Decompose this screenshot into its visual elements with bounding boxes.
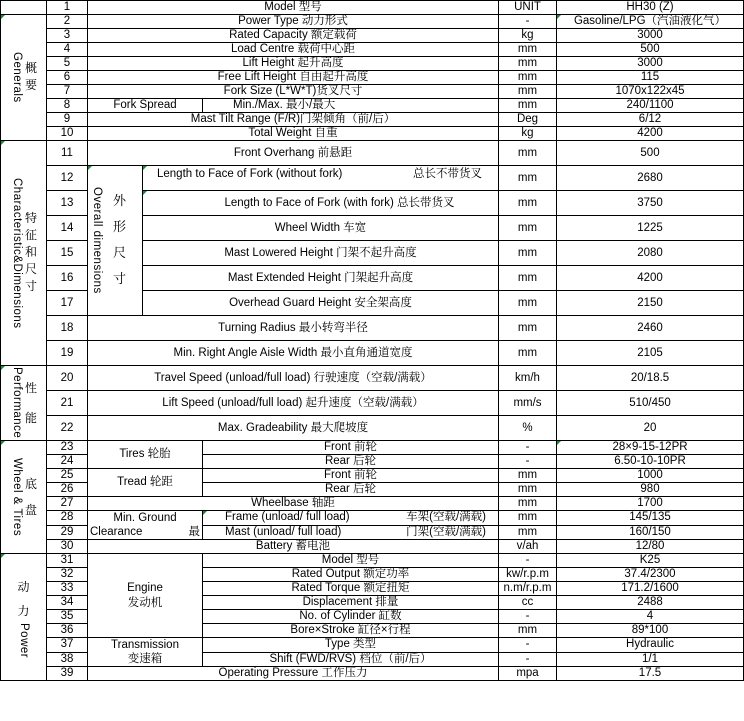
table-row (1, 43, 744, 57)
row-number: 37 (47, 638, 88, 653)
value-cell: 1000 (557, 469, 744, 483)
value-cell: 171.2/1600 (557, 582, 744, 596)
item-label: Lift Speed (unload/full load) 起升速度（空载/满载） (88, 391, 499, 416)
row-number: 4 (47, 43, 88, 57)
unit-cell: mm (499, 99, 557, 113)
value-cell: 20/18.5 (557, 366, 744, 391)
item-label: Rated Torque 额定扭矩 (203, 582, 499, 596)
row-number: 30 (47, 540, 88, 554)
row-number: 33 (47, 582, 88, 596)
group-label: Fork Spread (88, 99, 203, 113)
value-cell: 500 (557, 141, 744, 166)
section-characteristics (1, 141, 47, 366)
value-cell: 17.5 (557, 667, 744, 681)
unit-cell: mm (499, 71, 557, 85)
value-cell: Gasoline/LPG（汽油液化气） (557, 15, 744, 29)
item-label: Battery 蓄电池 (88, 540, 499, 554)
item-label: Min./Max. 最小/最大 (203, 99, 499, 113)
table-row (1, 85, 744, 99)
unit-cell: mm/s (499, 391, 557, 416)
value-cell: 4 (557, 610, 744, 624)
item-label: Travel Speed (unload/full load) 行驶速度（空载/满载） (88, 366, 499, 391)
row-number: 25 (47, 469, 88, 483)
group-label-ground-clearance: Min. Ground Clearance 最 (88, 511, 203, 540)
section-performance-en: Performance (10, 367, 23, 439)
item-label: Length to Face of Fork (with fork) 总长带货叉 (143, 191, 499, 216)
table-row (1, 416, 744, 441)
item-label: Displacement 排量 (203, 596, 499, 610)
row-number: 38 (47, 652, 88, 667)
item-label: Shift (FWD/RVS) 档位（前/后） (203, 652, 499, 667)
value-cell: 12/80 (557, 540, 744, 554)
section-power-cn: 动 力 (17, 580, 30, 619)
table-row (1, 316, 744, 341)
group-label-engine: Engine 发动机 (88, 554, 203, 638)
item-label: Length to Face of Fork (without fork) 总长不带货叉 (143, 166, 499, 191)
value-cell: 2150 (557, 291, 744, 316)
table-row (1, 57, 744, 71)
row-number: 34 (47, 596, 88, 610)
header-item: Model 型号 (88, 1, 499, 15)
row-number: 20 (47, 366, 88, 391)
unit-cell: - (499, 638, 557, 653)
unit-cell: mm (499, 85, 557, 99)
value-cell: 980 (557, 483, 744, 497)
unit-cell: - (499, 15, 557, 29)
value-cell: 89*100 (557, 624, 744, 638)
value-cell: 3000 (557, 57, 744, 71)
unit-cell: mm (499, 191, 557, 216)
unit-cell: mm (499, 511, 557, 526)
header-row (1, 1, 744, 15)
value-cell: 2080 (557, 241, 744, 266)
unit-cell: mm (499, 141, 557, 166)
item-label: Rated Output 额定功率 (203, 568, 499, 582)
value-cell: 2105 (557, 341, 744, 366)
section-characteristics-cn: 特 征 和 尺 寸 (24, 211, 37, 294)
row-number: 16 (47, 266, 88, 291)
item-label: Rated Capacity 额定载荷 (88, 29, 499, 43)
group-label: Tires 轮胎 (88, 441, 203, 469)
row-number: 14 (47, 216, 88, 241)
row-number: 17 (47, 291, 88, 316)
table-row (1, 99, 744, 113)
item-label: Frame (unload/ full load) 车架(空载/满载) (203, 511, 499, 526)
value-cell: 28×9-15-12PR (557, 441, 744, 455)
section-generals (1, 15, 47, 141)
row-number: 6 (47, 71, 88, 85)
item-label: Fork Size (L*W*T)货叉尺寸 (88, 85, 499, 99)
item-label: Total Weight 自重 (88, 127, 499, 141)
unit-cell: - (499, 455, 557, 469)
unit-cell: mm (499, 469, 557, 483)
section-characteristics-en: Characteristic&Dimensions (10, 177, 23, 329)
value-cell: Hydraulic (557, 638, 744, 653)
unit-cell: - (499, 554, 557, 568)
table-row (1, 554, 744, 568)
item-label: Power Type 动力形式 (88, 15, 499, 29)
unit-cell: mm (499, 624, 557, 638)
row-number: 13 (47, 191, 88, 216)
item-label: Front Overhang 前悬距 (88, 141, 499, 166)
item-label: Wheelbase 轴距 (88, 497, 499, 511)
table-row (1, 667, 744, 681)
item-label: Front 前轮 (203, 469, 499, 483)
unit-cell: mm (499, 483, 557, 497)
item-label: Min. Right Angle Aisle Width 最小直角通道宽度 (88, 341, 499, 366)
table-row (1, 127, 744, 141)
value-cell: 6/12 (557, 113, 744, 127)
item-label: Front 前轮 (203, 441, 499, 455)
overall-dimensions-en: Overall dimensions (91, 187, 103, 294)
table-row (1, 497, 744, 511)
item-label: Turning Radius 最小转弯半径 (88, 316, 499, 341)
item-label: Bore×Stroke 缸径×行程 (203, 624, 499, 638)
corner-cell (1, 1, 47, 15)
unit-cell: - (499, 441, 557, 455)
unit-cell: mm (499, 497, 557, 511)
row-number: 24 (47, 455, 88, 469)
table-row (1, 638, 744, 653)
unit-cell: mm (499, 266, 557, 291)
table-row (1, 441, 744, 455)
value-cell: 510/450 (557, 391, 744, 416)
row-number: 9 (47, 113, 88, 127)
section-performance-cn: 性 能 (24, 381, 37, 425)
section-generals-cn: 概 要 (24, 61, 37, 93)
value-cell: 1/1 (557, 652, 744, 667)
item-label: Overhead Guard Height 安全架高度 (143, 291, 499, 316)
value-cell: 2488 (557, 596, 744, 610)
row-number: 8 (47, 99, 88, 113)
overall-dimensions-group (88, 166, 143, 316)
row-number: 7 (47, 85, 88, 99)
table-row (1, 391, 744, 416)
section-wheel-tires-en: Wheel & Tires (10, 457, 23, 537)
group-label: Tread 轮距 (88, 469, 203, 497)
row-number: 36 (47, 624, 88, 638)
value-cell: 240/1100 (557, 99, 744, 113)
section-power-en: Power (18, 623, 30, 659)
section-performance (1, 366, 47, 441)
value-cell: 20 (557, 416, 744, 441)
unit-cell: - (499, 610, 557, 624)
value-cell: 2680 (557, 166, 744, 191)
item-label: Mast (unload/ full load) 门架(空载/满载) (203, 525, 499, 540)
row-number: 22 (47, 416, 88, 441)
item-label: Free Lift Height 自由起升高度 (88, 71, 499, 85)
row-number: 19 (47, 341, 88, 366)
unit-cell: mm (499, 341, 557, 366)
value-cell: 500 (557, 43, 744, 57)
row-number: 1 (47, 1, 88, 15)
row-number: 5 (47, 57, 88, 71)
unit-cell: mpa (499, 667, 557, 681)
row-number: 3 (47, 29, 88, 43)
table-row (1, 540, 744, 554)
unit-cell: % (499, 416, 557, 441)
value-cell: 4200 (557, 127, 744, 141)
row-number: 26 (47, 483, 88, 497)
row-number: 2 (47, 15, 88, 29)
row-number: 31 (47, 554, 88, 568)
row-number: 11 (47, 141, 88, 166)
group-label-transmission: Transmission 变速箱 (88, 638, 203, 667)
row-number: 23 (47, 441, 88, 455)
value-cell: 1070x122x45 (557, 85, 744, 99)
table-row (1, 511, 744, 526)
item-label: Operating Pressure 工作压力 (88, 667, 499, 681)
value-cell: 145/135 (557, 511, 744, 526)
unit-cell: mm (499, 43, 557, 57)
row-number: 39 (47, 667, 88, 681)
item-label: Rear 后轮 (203, 483, 499, 497)
item-label: Model 型号 (203, 554, 499, 568)
value-cell: 1700 (557, 497, 744, 511)
section-power (1, 554, 47, 681)
row-number: 29 (47, 525, 88, 540)
row-number: 28 (47, 511, 88, 526)
value-cell: 115 (557, 71, 744, 85)
value-cell: 3000 (557, 29, 744, 43)
item-label: Type 类型 (203, 638, 499, 653)
row-number: 35 (47, 610, 88, 624)
value-cell: 4200 (557, 266, 744, 291)
unit-cell: v/ah (499, 540, 557, 554)
table-row (1, 141, 744, 166)
unit-cell: mm (499, 216, 557, 241)
unit-cell: mm (499, 525, 557, 540)
table-row (1, 71, 744, 85)
row-number: 15 (47, 241, 88, 266)
header-unit: UNIT (499, 1, 557, 15)
unit-cell: mm (499, 57, 557, 71)
unit-cell: cc (499, 596, 557, 610)
row-number: 32 (47, 568, 88, 582)
section-generals-en: Generals (10, 52, 23, 103)
value-cell: 2460 (557, 316, 744, 341)
unit-cell: n.m/r.p.m (499, 582, 557, 596)
unit-cell: mm (499, 241, 557, 266)
value-cell: 37.4/2300 (557, 568, 744, 582)
unit-cell: mm (499, 166, 557, 191)
section-wheel-tires (1, 441, 47, 554)
table-row (1, 366, 744, 391)
unit-cell: Deg (499, 113, 557, 127)
table-row (1, 341, 744, 366)
header-value: HH30 (Z) (557, 1, 744, 15)
row-number: 21 (47, 391, 88, 416)
value-cell: 6.50-10-10PR (557, 455, 744, 469)
unit-cell: kg (499, 127, 557, 141)
table-row (1, 15, 744, 29)
item-label: Rear 后轮 (203, 455, 499, 469)
overall-dimensions-cn: 外 形 尺 寸 (113, 193, 127, 287)
table-row (1, 29, 744, 43)
unit-cell: mm (499, 316, 557, 341)
value-cell: 1225 (557, 216, 744, 241)
unit-cell: km/h (499, 366, 557, 391)
table-row (1, 469, 744, 483)
row-number: 27 (47, 497, 88, 511)
table-row (1, 166, 744, 191)
item-label: Lift Height 起升高度 (88, 57, 499, 71)
row-number: 12 (47, 166, 88, 191)
item-label: Mast Extended Height 门架起升高度 (143, 266, 499, 291)
table-row (1, 113, 744, 127)
value-cell: K25 (557, 554, 744, 568)
item-label: Mast Tilt Range (F/R)门架倾角（前/后） (88, 113, 499, 127)
section-wheel-tires-cn: 底 盘 (24, 476, 37, 517)
unit-cell: kg (499, 29, 557, 43)
unit-cell: - (499, 652, 557, 667)
item-label: Load Centre 载荷中心距 (88, 43, 499, 57)
unit-cell: mm (499, 291, 557, 316)
item-label: No. of Cylinder 缸数 (203, 610, 499, 624)
value-cell: 3750 (557, 191, 744, 216)
item-label: Max. Gradeability 最大爬坡度 (88, 416, 499, 441)
row-number: 18 (47, 316, 88, 341)
item-label: Wheel Width 车宽 (143, 216, 499, 241)
item-label: Mast Lowered Height 门架不起升高度 (143, 241, 499, 266)
unit-cell: kw/r.p.m (499, 568, 557, 582)
value-cell: 160/150 (557, 525, 744, 540)
row-number: 10 (47, 127, 88, 141)
